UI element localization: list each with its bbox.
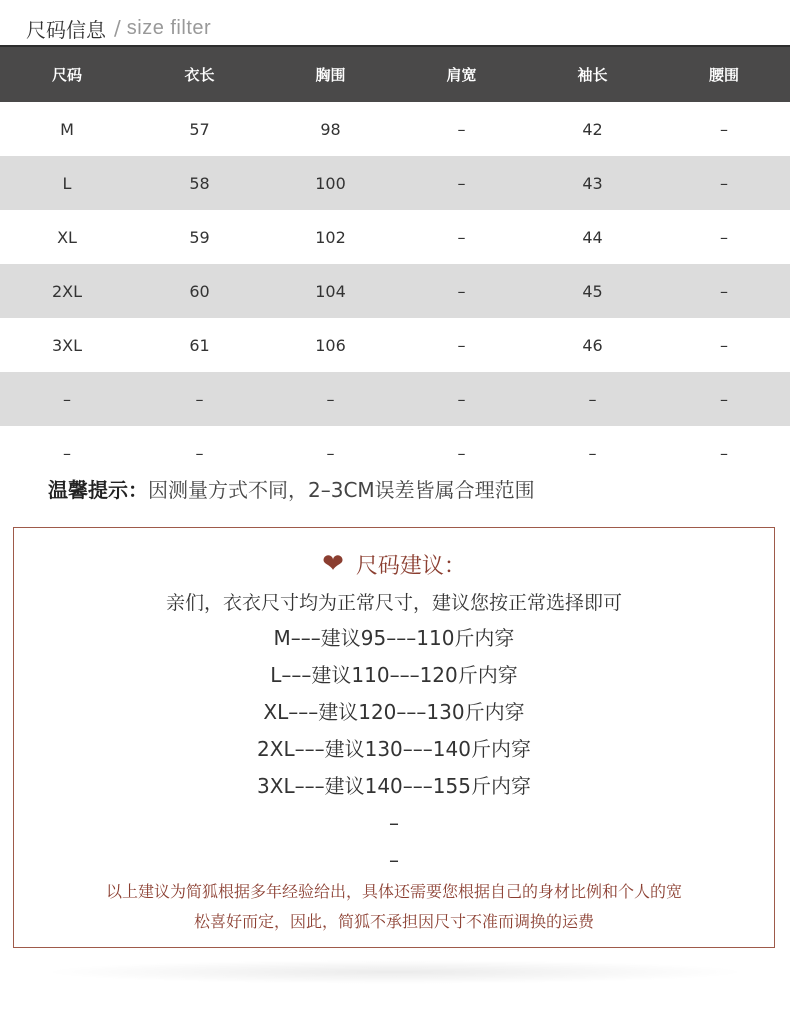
table-row [0,318,790,372]
header-title-zh: 尺码信息 [26,17,106,42]
table-cell: 104 [315,281,346,301]
advice-line: 3XL–––建议140–––155斤内穿 [257,774,531,798]
advice-line: 2XL–––建议130–––140斤内穿 [257,737,531,761]
table-cell: – [588,389,597,409]
advice-line: M–––建议95–––110斤内穿 [273,626,515,650]
table-cell: – [63,389,71,409]
table-cell: 45 [582,281,603,301]
table-cell: 2XL [51,281,83,301]
column-header-size: 尺码 [51,66,82,84]
table-row [0,102,790,156]
size-table [0,45,790,480]
table-cell: XL [57,227,77,247]
table-row [0,372,790,426]
footer-shadow [40,960,750,984]
table-cell: – [457,281,466,301]
table-cell: – [195,443,204,463]
table-cell: 61 [189,335,210,355]
table-row [0,156,790,210]
table-cell: 58 [189,173,210,193]
table-cell: L [62,173,72,193]
tip-text: 因测量方式不同，2–3CM误差皆属合理范围 [148,477,535,502]
table-cell: – [457,173,466,193]
table-cell: 43 [582,173,603,193]
advice-line: XL–––建议120–––130斤内穿 [263,700,525,724]
table-cell: – [720,119,728,139]
table-cell: – [588,443,597,463]
table-cell: 3XL [51,335,83,355]
size-advice-box [13,527,775,948]
table-cell: – [326,443,335,463]
table-cell: 106 [315,335,346,355]
advice-list [14,620,774,879]
tip-label: 温馨提示： [48,477,148,502]
table-cell: 57 [189,119,210,139]
table-cell: 42 [582,119,603,139]
advice-intro: 亲们，衣衣尺寸均为正常尺寸，建议您按正常选择即可 [165,592,622,614]
table-cell: – [457,119,466,139]
table-cell: 102 [315,227,346,247]
table-cell: 46 [582,335,603,355]
column-header-length: 衣长 [184,66,215,84]
header-title-en: size filter [126,16,212,39]
table-row [0,264,790,318]
advice-title: 尺码建议： [355,553,466,579]
advice-disclaimer [64,877,724,937]
table-cell: – [195,389,204,409]
advice-title-row [14,548,774,580]
column-header-bust: 胸围 [315,66,346,84]
column-header-sleeve: 袖长 [577,66,608,84]
table-cell: – [720,335,728,355]
table-cell: – [720,443,728,463]
heart-icon: ❤ [322,549,344,579]
table-cell: – [457,335,466,355]
table-cell: 59 [189,227,210,247]
table-cell: – [326,389,335,409]
table-cell: 98 [320,119,341,139]
column-header-shoulder: 肩宽 [446,66,477,84]
column-header-waist: 腰围 [708,66,739,84]
advice-line: – [389,848,399,872]
table-cell: – [457,443,466,463]
measurement-tip [48,472,535,504]
table-cell: – [457,389,466,409]
advice-line: L–––建议110–––120斤内穿 [270,663,518,687]
table-cell: M [60,119,74,139]
section-header [26,12,211,44]
table-cell: 44 [582,227,603,247]
table-cell: – [720,227,728,247]
advice-line: – [389,811,399,835]
disclaimer-line-2: 松喜好而定，因此，简狐不承担因尺寸不准而调换的运费 [193,912,594,931]
table-cell: – [720,281,728,301]
table-cell: 60 [189,281,210,301]
table-row [0,210,790,264]
table-cell: – [720,389,728,409]
disclaimer-line-1: 以上建议为简狐根据多年经验给出，具体还需要您根据自己的身材比例和个人的宽 [105,882,682,901]
table-cell: – [457,227,466,247]
table-cell: – [63,443,71,463]
table-cell: 100 [315,173,346,193]
table-cell: – [720,173,728,193]
table-header-row [0,47,790,102]
header-separator: / [114,16,121,40]
